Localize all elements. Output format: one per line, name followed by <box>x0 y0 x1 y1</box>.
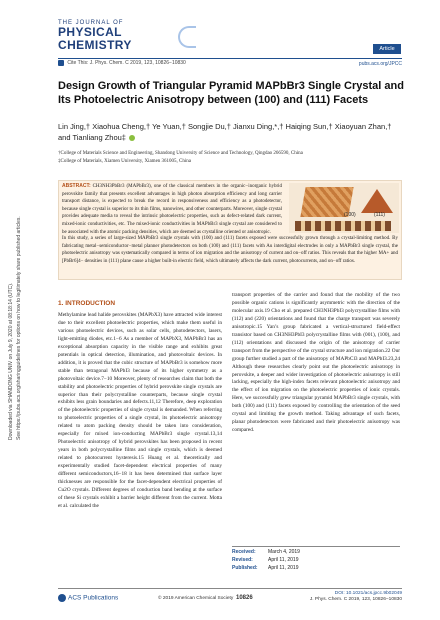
toc-graphic <box>289 183 399 233</box>
received-label: Received: <box>232 549 256 555</box>
revised-label: Revised: <box>232 557 253 563</box>
journal-logo[interactable] <box>58 20 178 50</box>
received-date: March 4, 2019 <box>268 549 300 555</box>
abstract-part-1 <box>62 183 282 236</box>
published-date: April 11, 2019 <box>268 565 299 571</box>
sharing-guidelines-line: See https://pubs.acs.org/sharingguidelines for options on how to legitimately share published articles. <box>16 216 22 440</box>
article-type-badge: Article <box>373 44 401 54</box>
affiliation-2: ‡College of Materials, Xiamen University, Xiamen 361005, China <box>58 159 191 164</box>
acs-logo-icon <box>58 594 66 602</box>
abstract-part-2: In this study, a series of large-sized MAPbBr3 single crystals with (100) and (111) facets exposed were successfully grown through a crystal-limiting method. By fabricating metal−semiconductor−metal planner photodetectors on both (100) and (111) facets with Au interdigital electrodes in only a MAPbBr3 single crystal, the photoelectric anisotropy was systematically compared in terms of ion migration and the anisotropy of current and on−off ratios. This reveals that the higher MA+ and [PbBr6]4− densities in (111) plane cause a higher built-in electric field, which ultimately affects the dark current, photocurrents, and on−off ratios. <box>62 236 398 264</box>
download-notice-line: Downloaded via SHANDONG UNIV on July 9, 2020 at 08:18:14 (UTC). <box>8 282 14 440</box>
triangular-pyramid-crystal-image <box>361 189 393 213</box>
body-column-right: transport properties of the carrier and found that the mobility of the two possible organic cations is significantly asymmetric with the direction of the molecular axis.19 Cho et al. prepared CH3NH3PbI3 polycrystalline films with (112) and (220) orientations and found that the charge transport was severely anisotropic.15 Yan’s group fabricated a vertical-structured field-effect transistor based on CH3NH3PbI3 polycrystalline films with (001), (100), and (112) orientations and discussed the origin of the anisotropy of carrier transport from the perspective of the crystal structure and ion migration.22 Our group further studied a part of the anisotropy of MAPbCl3 and MAPbI3.23,24 Although these researches clearly point out the photoelectric anisotropy in perovskite, a deeper and wider investigation of photoelectric anisotropy is still lacking, especially the high-index facets relevant photoelectric anisotropy and the effect of ion migration on the photoelectric properties of ionic crystals. Here, we successfully grew triangular pyramid MAPbBr3 single crystals, with both (100) and (111) facets exposed by controlling the orientation of the seed crystal and limiting the growth method. Taking advantage of such facets, planar photodetectors were fabricated and their photoelectric anisotropy was compared. <box>232 292 400 434</box>
revised-row <box>232 556 332 564</box>
acs-logo-text: ACS Publications <box>68 594 119 602</box>
dates-divider <box>232 546 400 547</box>
article-title: Design Growth of Triangular Pyramid MAPbBr3 Single Crystal and Its Photoelectric Anisotropy between (100) and (111) Facets <box>58 80 404 106</box>
doi-block <box>310 591 402 603</box>
publication-dates <box>232 548 332 572</box>
page-number: 10826 <box>236 595 253 601</box>
section-heading-introduction: 1. INTRODUCTION <box>58 300 116 307</box>
journal-url-link[interactable]: pubs.acs.org/JPCC <box>358 61 402 67</box>
received-row <box>232 548 332 556</box>
body-column-left: Methylamine lead halide perovskites (MAPbX3) have attracted wide interest due to their excellent photoelectric properties, which make them useful in various photoelectric devices, such as solar cells, photodetectors, lasers, light-emitting diodes, etc.1−6 As a member of MAPbX3, MAPbBr3 has an exceptional absorption capacity in the visible range and exhibits great potentials in optical detection, illumination, and photovoltaic devices. In addition, it is proved that the cubic structure of MAPbBr3 is somehow more stable than tetragonal MAPbI3 because of its higher symmetry as a photovoltaic device.7−10 Moreover, plenty of researches claim that both the stability and photoelectric properties of hybrid perovskite single crystals are superior than their polycrystalline counterparts, because single crystal exhibits less grain boundaries and defects.11,12 Therefore, deep exploration of the photoelectric properties of single crystal is demanded. When referring to photoelectric properties of a single crystal, its photoelectric anisotropy related to atom packing density should be taken into consideration, especially for mixed ion-conducting MAPbBr3 single crystal.13,14 Photoelectric anisotropy of hybrid perovskites has been proposed in recent years in both polycrystalline films and single crystals, which is deemed related to photocurrent hysteresis.15 Huang et al. theoretically and experimentally studied facet-dependent electrical properties of many different semiconductors,16−18 it has been determined that surface layer thicknesses are responsible for the facet-dependent electrical properties of Cu2O crystals. Different degrees of conduction band bending at the surface of these Si crystals exhibit a barrier height different from the current. Motta et al. calculated the <box>58 312 222 509</box>
copyright-text: © 2019 American Chemical Society <box>158 596 234 601</box>
published-row <box>232 564 332 572</box>
abstract-text-1: CH3NH3PbBr3 (MAPbBr3), one of the classical members in the organic−inorganic hybrid perovskite family that presents excellent advantages in high photon absorption efficiency and long carrier transport distance, is expected to break the record in responsiveness and efficiency as a photodetector, because single crystal is superior to its thin films, nanowires, and other counterparts. Moreover, single crystal provides adequate media to reveal the intrinsic photoelectric properties, such as defect-related dark current, mixed-ionic conductivities, etc. The mixed-ionic conductivities in MAPbBr3 single crystal are considered to be associated with the atomic packing densities, which are deemed as crystalline oriented or anisotropic. <box>62 184 283 235</box>
citation-bar <box>58 58 402 68</box>
published-label: Published: <box>232 565 258 571</box>
journal-logo-big: PHYSICAL CHEMISTRY <box>58 25 132 52</box>
author-list <box>58 121 398 143</box>
cite-this-link[interactable]: Cite This: J. Phys. Chem. C 2019, 123, 10826−10830 <box>67 60 186 67</box>
cite-icon <box>58 60 64 66</box>
doi-link[interactable]: DOI: 10.1021/acs.jpcc.9b02049 <box>334 591 402 596</box>
toc-label-111: (111) <box>374 212 385 218</box>
journal-logo-small: THE JOURNAL OF <box>58 20 124 26</box>
revised-date: April 11, 2019 <box>268 557 299 563</box>
abstract-label: ABSTRACT: <box>62 183 91 189</box>
journal-reference: J. Phys. Chem. C 2019, 123, 10826−10830 <box>309 597 402 602</box>
toc-label-100: (100) <box>344 212 356 218</box>
download-notice-sidebar <box>4 150 34 450</box>
electrode-pattern-image <box>295 221 391 231</box>
page-footer <box>58 588 402 610</box>
orcid-icon[interactable] <box>129 135 135 141</box>
authors-text: Lin Jing,† Xiaohua Cheng,† Ye Yuan,† Songjie Du,† Jianxu Ding,*,† Haiqing Sun,† Xiaoyuan Zhan,† and Tianliang Zhou‡ <box>58 122 392 142</box>
acs-publications-logo[interactable] <box>58 594 118 602</box>
affiliation-1: †College of Materials Science and Engineering, Shandong University of Science and Technology, Qingdao 266590, China <box>58 151 303 156</box>
journal-c-mark-icon <box>178 26 196 48</box>
